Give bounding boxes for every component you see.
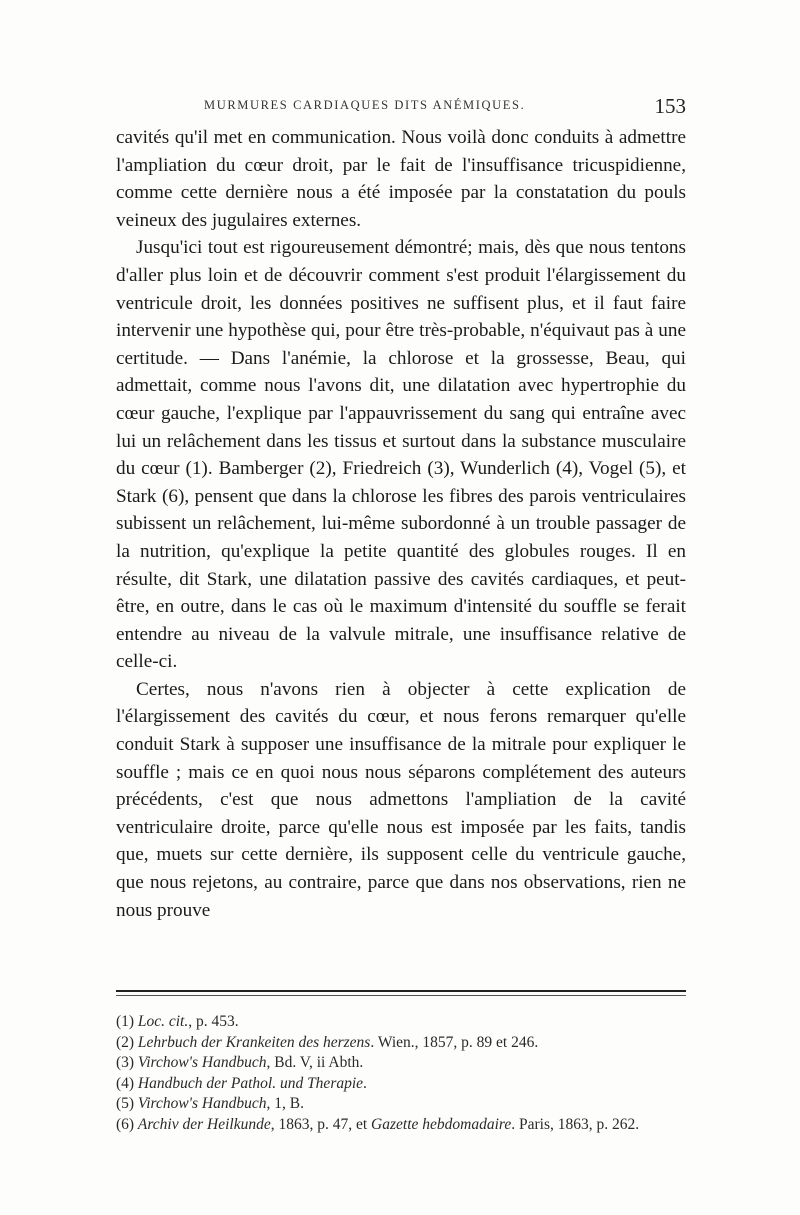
footnote [116,1074,686,1095]
page-number: 153 [654,94,686,118]
footnote-source: Virchow's Handbuch [137,1054,267,1072]
footnote-source: Lehrbuch der Krankeiten des herzens [137,1033,371,1051]
footnote-number: (2) [116,1033,135,1051]
footnote-detail-secondary: . Paris, 1863, p. 262. [511,1115,640,1133]
footnote-number: (1) [116,1013,135,1030]
footnote-source: Handbuch der Pathol. und Therapie [137,1074,364,1092]
running-header [116,96,686,120]
footnote-source: Virchow's Handbuch [137,1095,267,1113]
footnote-rule-thin [116,995,686,996]
footnote-number: (6) [116,1115,135,1133]
footnote-detail: , 1863, p. 47, et [270,1115,372,1133]
footnote-detail: , p. 453. [188,1013,239,1030]
footnote [116,1094,686,1115]
footnote-source-secondary: Gazette hebdomadaire [371,1115,512,1133]
footnote-number: (3) [116,1054,135,1072]
footnote [116,1115,686,1136]
footnote-rule [116,990,686,992]
running-title: MURMURES CARDIAQUES DITS ANÉMIQUES. [204,98,526,112]
footnote-detail: , Bd. V, ii Abth. [266,1054,364,1072]
paragraph: cavités qu'il met en communication. Nous voilà donc conduits à admettre l'ampliation du cœur droit, par le fait de l'insuffisance tricuspidienne, comme cette dernière nous a été imposée par la constatation du pouls veineux des jugulaires externes. [116,127,686,231]
footnote-source: Loc. cit. [137,1013,189,1030]
footnote-number: (4) [116,1074,135,1092]
footnote-detail: . Wien., 1857, p. 89 et 246. [370,1033,539,1051]
paragraph: Certes, nous n'avons rien à objecter à cette explication de l'élargissement des cavités du cœur, et nous ferons remarquer qu'elle conduit Stark à supposer une insuffisance de la mitrale pour expliquer le souffle ; mais ce en quoi nous nous séparons complétement des auteurs précédents, c'est que nous admettons l'ampliation de la cavité ventriculaire droite, parce qu'elle nous est imposée par les faits, tandis que, muets sur cette dernière, ils supposent celle du ventricule gauche, que nous rejetons, au contraire, parce que dans nos observations, rien ne nous prouve [116,678,686,921]
footnotes [116,1012,686,1136]
footnote [116,1033,686,1054]
footnote-detail: , 1, B. [266,1095,304,1113]
body-text [116,124,686,924]
paragraph: Jusqu'ici tout est rigoureusement démontré; mais, dès que nous tentons d'aller plus loin et de découvrir comment s'est produit l'élargissement du ventricule droit, les données positives ne suffisent plus, et il faut faire intervenir une hypothèse qui, pour être très-probable, n'équivaut pas à une certitude. — Dans l'anémie, la chlorose et la grossesse, Beau, qui admettait, comme nous l'avons dit, une dilatation avec hypertrophie du cœur gauche, l'explique par l'appauvrissement du sang qui entraîne avec lui un relâchement dans les tissus et surtout dans la substance musculaire du cœur (1). Bamberger (2), Friedreich (3), Wunderlich (4), Vogel (5), et Stark (6), pensent que dans la chlorose les fibres des parois ventriculaires subissent un relâchement, lui-même subordonné à un trouble passager de la nutrition, qu'explique la petite quantité des globules rouges. Il en résulte, dit Stark, une dilatation passive des cavités cardiaques, et peut-être, en outre, dans le cas où le maximum d'intensité du souffle se ferait entendre au niveau de la valvule mitrale, une insuffisance relative de celle-ci. [116,237,686,673]
footnote-detail: . [363,1074,367,1092]
footnote-source: Archiv der Heilkunde [137,1115,271,1133]
footnote-number: (5) [116,1095,135,1113]
footnote [116,1053,686,1074]
footnote [116,1012,686,1033]
